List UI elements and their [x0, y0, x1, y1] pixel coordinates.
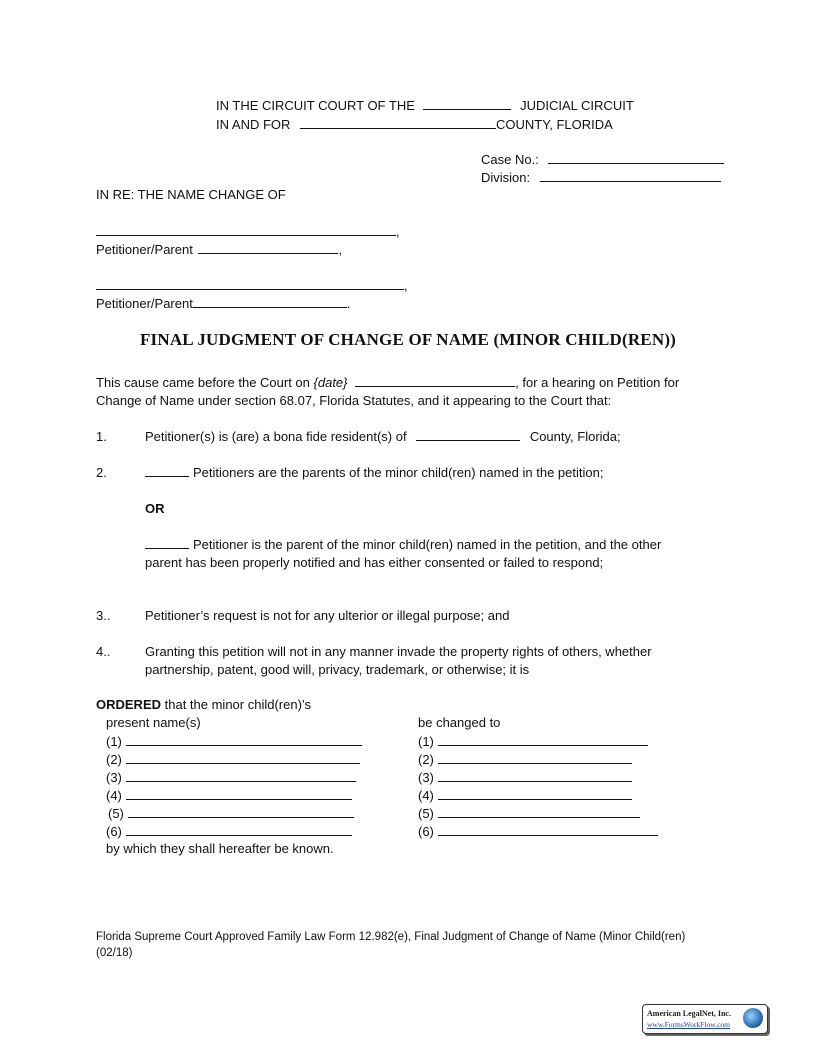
item-4-text: [145, 643, 715, 679]
item-2b-line-1: [145, 536, 715, 554]
globe-icon: [743, 1008, 763, 1028]
changed-name-row: [418, 823, 658, 840]
case-no-label: Case No.:: [481, 152, 539, 167]
present-name-row: [106, 787, 352, 804]
petitioner-line-2: [96, 295, 350, 312]
in-re-heading: IN RE: THE NAME CHANGE OF: [96, 187, 286, 202]
changed-name-row: [418, 805, 640, 822]
item-2-number: 2.: [96, 465, 107, 480]
present-name-label: (2): [106, 752, 122, 767]
present-name-blank[interactable]: [126, 751, 360, 764]
or-text: OR: [145, 501, 165, 516]
petitioner-blank-1[interactable]: [198, 241, 338, 254]
form-footer: [96, 929, 736, 961]
document-title: FINAL JUDGMENT OF CHANGE OF NAME (MINOR CHILD(REN)): [139, 330, 677, 349]
changed-name-blank[interactable]: [438, 823, 658, 836]
item-1-part1: Petitioner(s) is (are) a bona fide resident(s) of: [145, 429, 407, 444]
child-name-line-1: ,: [96, 223, 400, 240]
petitioner-label-2: Petitioner/Parent: [96, 296, 193, 311]
petitioner-end-2: .: [346, 296, 351, 311]
changed-name-blank[interactable]: [438, 751, 632, 764]
present-name-label: (1): [106, 734, 122, 749]
circuit-blank[interactable]: [423, 97, 511, 110]
date-blank[interactable]: [355, 374, 515, 387]
present-names-header: present name(s): [106, 715, 201, 730]
intro-paragraph: [96, 374, 716, 410]
changed-name-blank[interactable]: [438, 733, 648, 746]
item-3-number: 3..: [96, 608, 111, 623]
date-placeholder: {date}: [313, 375, 348, 390]
changed-name-label: (1): [418, 734, 434, 749]
or-label: [145, 500, 715, 518]
ordered-bold: ORDERED: [96, 697, 162, 712]
county-line: [216, 116, 613, 133]
division-line: [481, 169, 721, 186]
present-name-blank[interactable]: [126, 823, 352, 836]
item-2b-line-2: parent has been properly notified and has either consented or failed to respond;: [145, 555, 604, 570]
changed-name-blank[interactable]: [438, 805, 640, 818]
present-name-row: [106, 823, 352, 840]
intro-line-2: Change of Name under section 68.07, Florida Statutes, and it appearing to the Court that:: [96, 393, 612, 408]
item-1-part2: County, Florida;: [529, 429, 621, 444]
logo-company-name: American LegalNet, Inc.: [647, 1009, 731, 1018]
present-name-row: [108, 805, 354, 822]
item-2b-text: [145, 536, 715, 572]
ordered-line: [96, 697, 311, 713]
child-name-blank-1[interactable]: [96, 223, 396, 236]
present-name-label: (4): [106, 788, 122, 803]
petitioner-line-1: [96, 241, 342, 258]
footer-line-2: (02/18): [96, 947, 133, 959]
closing-line: by which they shall hereafter be known.: [106, 841, 334, 856]
present-name-blank[interactable]: [128, 805, 354, 818]
item-2-check-blank[interactable]: [145, 464, 189, 477]
item-1-text: [145, 428, 715, 446]
petitioner-end-1: ,: [338, 242, 343, 257]
item-4-line-2: partnership, patent, good will, privacy, trademark, or otherwise; it is: [145, 662, 530, 677]
changed-name-label: (2): [418, 752, 434, 767]
case-no-line: [481, 151, 724, 168]
changed-names-header: be changed to: [418, 715, 501, 730]
present-name-blank[interactable]: [126, 787, 352, 800]
legalnet-logo[interactable]: [642, 1004, 768, 1034]
changed-name-label: (3): [418, 770, 434, 785]
division-blank[interactable]: [540, 169, 721, 182]
item-2-text: [145, 464, 715, 482]
present-name-row: [106, 751, 360, 768]
intro-part1: This cause came before the Court on: [96, 375, 314, 390]
item-2b-label-1: Petitioner is the parent of the minor child(ren) named in the petition, and the other: [193, 537, 662, 552]
item-3-text: Petitioner’s request is not for any ulterior or illegal purpose; and: [145, 608, 510, 623]
changed-name-row: [418, 769, 632, 786]
court-prefix: IN THE CIRCUIT COURT OF THE: [216, 98, 415, 113]
county-blank[interactable]: [300, 116, 496, 129]
changed-name-row: [418, 751, 632, 768]
changed-name-blank[interactable]: [438, 769, 632, 782]
logo-url[interactable]: www.FormsWorkFlow.com: [647, 1020, 731, 1029]
residence-county-blank[interactable]: [416, 428, 520, 441]
intro-line-1: [96, 374, 716, 392]
petitioner-blank-2[interactable]: [193, 295, 347, 308]
present-name-blank[interactable]: [126, 769, 356, 782]
item-4-number: 4..: [96, 644, 111, 659]
present-name-label: (6): [106, 824, 122, 839]
ordered-rest: that the minor child(ren)’s: [161, 697, 312, 712]
changed-name-row: [418, 787, 632, 804]
changed-name-label: (6): [418, 824, 434, 839]
item-1-number: 1.: [96, 429, 107, 444]
present-name-blank[interactable]: [126, 733, 362, 746]
item-2-label: Petitioners are the parents of the minor child(ren) named in the petition;: [193, 465, 604, 480]
changed-name-label: (4): [418, 788, 434, 803]
changed-name-blank[interactable]: [438, 787, 632, 800]
case-no-blank[interactable]: [548, 151, 724, 164]
present-name-row: [106, 769, 356, 786]
child-name-line-2: ,: [96, 277, 408, 294]
county-florida-label: COUNTY, FLORIDA: [496, 117, 613, 132]
child-name-blank-2[interactable]: [96, 277, 404, 290]
changed-name-label: (5): [418, 806, 434, 821]
item-2b-check-blank[interactable]: [145, 536, 189, 549]
present-name-row: [106, 733, 362, 750]
in-and-for-label: IN AND FOR: [216, 117, 291, 132]
petitioner-label-1: Petitioner/Parent: [96, 242, 193, 257]
intro-part2: , for a hearing on Petition for: [515, 375, 680, 390]
present-name-label: (3): [106, 770, 122, 785]
item-4-line-1: Granting this petition will not in any manner invade the property rights of others, whether: [145, 644, 652, 659]
court-line: [216, 97, 634, 114]
judicial-circuit-label: JUDICIAL CIRCUIT: [520, 98, 634, 113]
present-name-label: (5): [108, 806, 124, 821]
footer-line-1: Florida Supreme Court Approved Family Law Form 12.982(e), Final Judgment of Change of Name (Minor Child(ren): [96, 931, 686, 943]
changed-name-row: [418, 733, 648, 750]
division-label: Division:: [481, 170, 531, 185]
